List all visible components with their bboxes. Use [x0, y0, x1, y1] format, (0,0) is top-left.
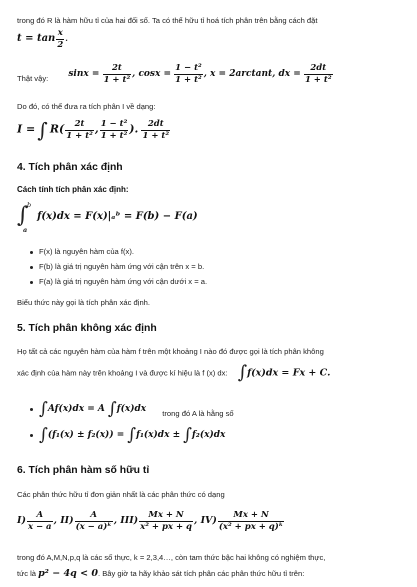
bullet-icon [30, 266, 33, 269]
integral-sign: ∫ [37, 118, 48, 142]
integral-sign: ∫ [183, 425, 192, 445]
bullet-icon [30, 434, 33, 437]
section-5-line1: Họ tất cả các nguyên hàm của hàm f trên một khoảng I nào đó được gọi là tích phân không [17, 347, 324, 356]
section-6-note1: trong đó A,M,N,p,q là các số thực, k = 2,3,4…, còn tam thức bậc hai không có nghiệm thực, [17, 553, 326, 562]
property-1-note: trong đó A là hằng số [162, 408, 234, 418]
intro-line: trong đó R là hàm hữu tỉ của hai đối số. Ta có thể hữu tỉ hoá tích phân trên bằng cách đặt [17, 16, 318, 25]
property-1: ∫Af(x)dx = A ∫f(x)dx trong đó A là hằng số [30, 399, 234, 420]
fraction-types: I) $\frac{A}{x - a}$ , II) $\frac{A}{\text{(x − a)ᵏ}}$ , III) $\frac{Mx + N}{\text{x² + px + q}}$ , IV) $\frac{Mx + N}{\text{(x² + px + q)ᵏ}}$ [17, 510, 284, 532]
list-item: F(x) là nguyên hàm của f(x). [30, 247, 134, 256]
intro2-line: Do đó, có thể đưa ra tích phân I về dạng: [17, 102, 156, 111]
bullet-icon [30, 281, 33, 284]
definite-integral-sign: ∫ [17, 203, 29, 228]
section-4-title: 4. Tích phân xác định [17, 162, 123, 173]
integral-sign: ∫ [39, 425, 48, 445]
integral-sign: ∫ [127, 425, 137, 445]
bullet-icon [30, 408, 33, 411]
section-6-intro: Các phân thức hữu tỉ đơn giản nhất là các phân thức có dạng [17, 490, 225, 499]
section-5-title: 5. Tích phân không xác định [17, 323, 157, 334]
thatvay-row: Thật vậy: sinx = $\frac{2t}{\text{1 + t²}}$ , cosx = $\frac{\text{1 − t²}}{\text{1 + t²}}$ , x = 2arctant, dx = $\frac{2dt}{\text{1 + t²}}$ [17, 63, 332, 85]
upper-limit: b [27, 201, 32, 209]
sin-fraction: $\frac{2t}{\text{1 + t²}}$ [103, 63, 131, 85]
integral-sign: ∫ [107, 399, 117, 419]
bullet-icon [30, 251, 33, 254]
section-4-subtitle: Cách tính tích phân xác định: [17, 185, 129, 194]
lower-limit: a [23, 226, 28, 234]
thatvay-label: Thật vậy: [17, 74, 49, 84]
integral-sign: ∫ [237, 362, 248, 383]
formula-I: I = ∫ R( $\frac{2t}{\text{1 + t²}}$ , $\frac{\text{1 − t²}}{\text{1 + t²}}$ ). $\frac{2dt}{\text{1 + t²}}$ [17, 118, 170, 142]
section-4-note: Biểu thức này gọi là tích phân xác định. [17, 298, 150, 307]
section-6-title: 6. Tích phân hàm số hữu tỉ [17, 465, 150, 476]
subst-lhs: t = tan [17, 33, 56, 45]
property-2: ∫(f₁(x) ± f₂(x)) = ∫f₁(x)dx ± ∫f₂(x)dx [30, 425, 225, 446]
integral-sign: ∫ [39, 399, 48, 419]
section-5-line2: xác định của hàm này trên khoảng I và được kí hiệu là f (x) dx: ∫f(x)dx = Fx + C. [17, 362, 331, 383]
cos-fraction: $\frac{\text{1 − t²}}{\text{1 + t²}}$ [175, 63, 202, 85]
list-item: F(b) là giá trị nguyên hàm ứng với cận trên x = b. [30, 262, 204, 271]
list-item: F(a) là giá trị nguyên hàm ứng với cận dưới x = a. [30, 277, 207, 286]
substitution-formula: t = tan $\frac{x}{2}$ . [17, 28, 68, 50]
definite-integral-formula [17, 201, 198, 234]
definite-formula-body: f(x)dx = F(x)|ₐᵇ = F(b) − F(a) [37, 210, 198, 222]
dx-fraction: $\frac{2dt}{\text{1 + t²}}$ [304, 63, 332, 85]
section-6-note2: tức là p² − 4q < 0. Bây giờ ta hãy khảo sát tích phân các phân thức hữu tỉ trên: [17, 568, 305, 579]
subst-fraction: $\frac{x}{2}$ [57, 28, 64, 50]
